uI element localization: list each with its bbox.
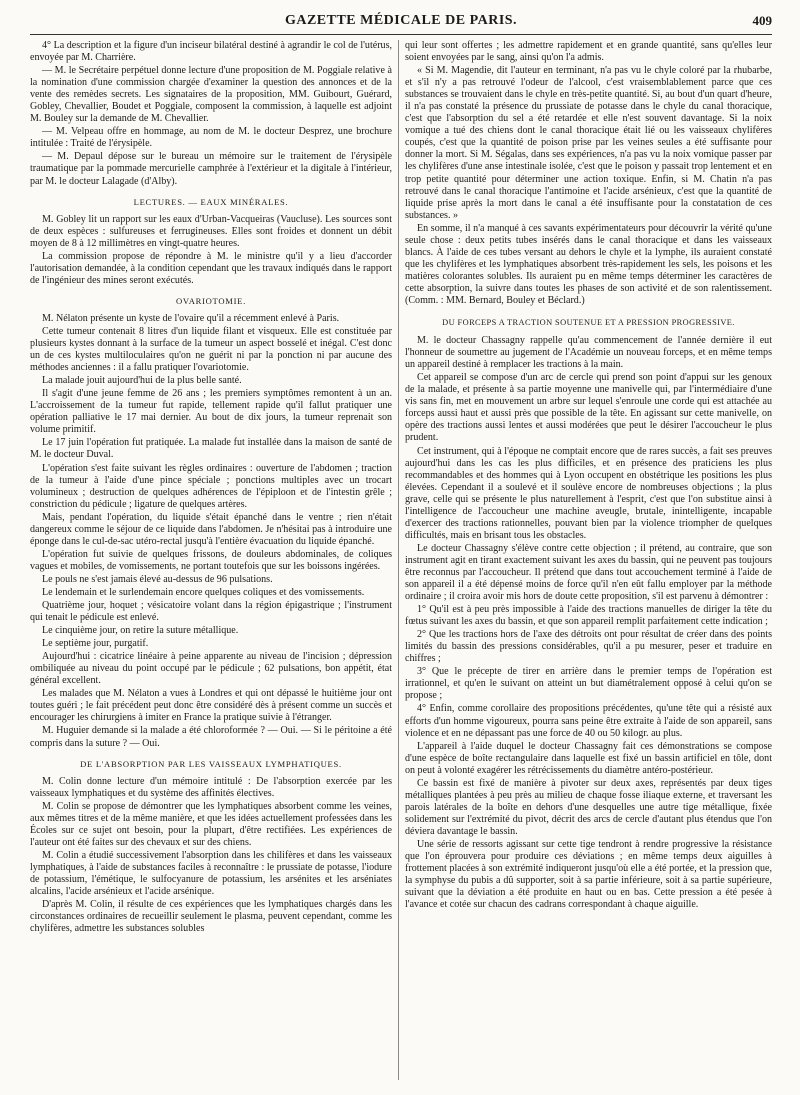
paragraph: — M. Velpeau offre en hommage, au nom de M. le docteur Desprez, une brochure intitulée : Traité de l'érysipèle. (30, 126, 392, 150)
paragraph: L'opération s'est faite suivant les règles ordinaires : ouverture de l'abdomen ; traction de la tumeur à l'aide d'une pince spéciale ; ponctions multiples avec un trocart volumineux ; destruction de quelques adhérences de l'épiploon et de l'intestin grêle ; constriction du pédicule ; ligature de quelques artères. (30, 462, 392, 510)
paragraph: M. Colin se propose de démontrer que les lymphatiques absorbent comme les veines, aux mêmes titres et de la même manière, et que les idées actuellement professées dans les Écoles sur ce sujet ont besoin, pour la plupart, d'être rectifiées. Les expériences de l'auteur ont été faites sur des chevaux et sur des chiens. (30, 800, 392, 848)
section-heading: DE L'ABSORPTION PAR LES VAISSEAUX LYMPHATIQUES. (80, 758, 342, 769)
paragraph: « Si M. Magendie, dit l'auteur en terminant, n'a pas vu le chyle coloré par la rhubarbe, et s'il n'y a pas retrouvé l'odeur de l'alcool, c'est vraisemblablement parce que ces substances se trouvaient dans le chyle en très-petite quantité. Si, au bout d'un quart d'heure, il n'a pas constaté la présence du prussiate de potasse dans le chyle du canal thoracique, c'est que l'absorption du sel a été retardée et elle n'est souvent davantage. Si la noix vomique a tué des chiens dont le canal thoracique était lié ou les vaisseaux chylifères coupés, c'est que la quantité de poison prise par les veines seules a été suffisante pour donner la mort. Si M. Ségalas, dans ses expériences, n'a pas vu la noix vomique passer par les chylifères d'une anse intestinale isolée, c'est que le poison y passait trop lentement et en trop petite quantité pour déterminer une action toxique. Enfin, si M. Chatin n'a pas retrouvé dans le canal thoracique l'antimoine et l'acide arsénieux, c'est que la quantité de liquide prise après la mort dans le canal a été insuffisante pour la constatation de ces substances. » (405, 65, 772, 221)
paragraph: Quatrième jour, hoquet ; vésicatoire volant dans la région épigastrique ; l'instrument qui tenait le pédicule est enlevé. (30, 600, 392, 624)
paragraph: Le 17 juin l'opération fut pratiquée. La malade fut installée dans la maison de santé de M. le docteur Duval. (30, 437, 392, 461)
paragraph: Il s'agit d'une jeune femme de 26 ans ; les premiers symptômes remontent à un an. L'accroissement de la tumeur fut rapide, tellement rapide qu'il fallut pratiquer une opération palliative le 17 mai dernier. Au bout de dix jours, la tumeur reprenait son volume primitif. (30, 388, 392, 436)
paragraph: Cet instrument, qui à l'époque ne comptait encore que de rares succès, a fait ses preuves aujourd'hui dans les cas les plus difficiles, et en présence des praticiens les plus recommandables et des hommes qui à Lyon occupent en obstétrique les positions les plus élevées. Cependant il a soulevé et il soulève encore de nombreuses objections ; la plus grave, celle qui se présente le plus naturellement à l'esprit, c'est que l'on substitue ainsi à l'intelligence de l'accoucheur une machine aveugle, brutale, inintelligente, incapable d'exercer des tractions rationnelles, pouvant bien par la violence triompher de quelques difficultés, mais en brisant tous les obstacles. (405, 445, 772, 541)
paragraph: Cet appareil se compose d'un arc de cercle qui prend son point d'appui sur les genoux de la malade, et présente à sa partie moyenne une manivelle qui, par l'intermédiaire d'une vis sans fin, met en mouvement un arbre sur lequel s'enroule une corde qui est attachée au forceps aussi haut et aussi près que possible de la tête. En agissant sur cette manivelle, on opère des tractions aussi lentes et aussi modérées que peut le désirer l'accoucheur le plus prudent. (405, 372, 772, 444)
section-heading: LECTURES. — EAUX MINÉRALES. (133, 196, 289, 207)
paragraph: 4° Enfin, comme corollaire des propositions précédentes, qu'une tête qui a résisté aux efforts d'un homme vigoureux, pourra sans peine être extraite à l'aide de son appareil, sans violence et en ne dépassant pas une force de 40 ou 50 kilogr. au plus. (405, 703, 772, 739)
paragraph: Le docteur Chassagny s'élève contre cette objection ; il prétend, au contraire, que son instrument agit en tirant exactement suivant les axes du bassin, qui ne peuvent pas toujours être reconnus par l'accoucheur. Il prétend que dans tout accouchement terminé à l'aide de son appareil il a été dépensé moins de force qu'il n'en eût fallu employer par la méthode ordinaire ; il croira avoir mis hors de doute cette proposition, s'il est parvenu à démontrer : (405, 542, 772, 603)
paragraph: En somme, il n'a manqué à ces savants expérimentateurs pour découvrir la vérité qu'une seule chose : deux petits tubes insérés dans le canal thoracique et dans les vaisseaux blancs. À l'aide de ces tubes versant au dehors le chyle et la lymphe, ils auraient constaté que les chylifères et les lymphatiques absorbent très-rapidement les sels, les poisons et les matières colorantes solubles. Ils auraient pu en même temps déterminer les caractères de cette absorption, la suivre dans toutes les phases de son activité et de son ralentissement. (Comm. : MM. Bernard, Bouley et Béclard.) (405, 222, 772, 306)
paragraph: L'opération fut suivie de quelques frissons, de douleurs abdominales, de coliques vagues et mobiles, de vomissements, ne portant toutefois que sur les boissons ingérées. (30, 548, 392, 572)
section-heading: OVARIOTOMIE. (176, 295, 246, 306)
paragraph: Une série de ressorts agissant sur cette tige tendront à rendre progressive la résistance que l'on éprouvera pour produire ces déviations ; en même temps deux aiguilles à frottement placées à son extrémité indiqueront jusqu'où elle a été portée, et la pression que, la symphyse du pubis a dû supporter, soit à sa partie inférieure, soit à sa partie supérieure, suivant que la déviation a été produite en haut ou en bas. Cette pression a été pesée à l'avance et cotée sur chacun des cadrans correspondant à chaque aiguille. (405, 839, 772, 911)
paragraph: 1° Qu'il est à peu près impossible à l'aide des tractions manuelles de diriger la tête du fœtus suivant les axes du bassin, et que son appareil remplit parfaitement cette indication ; (405, 604, 772, 628)
paragraph: D'après M. Colin, il résulte de ces expériences que les lymphatiques chargés dans les circonstances ordinaires de recueillir seulement le plasma, peuvent cependant, comme les chylifères, admettre les substances solubles (30, 899, 392, 935)
right-column (405, 40, 772, 1090)
paragraph: Aujourd'hui : cicatrice linéaire à peine apparente au niveau de l'incision ; dépression ombiliquée au niveau du point occupé par le pédicule ; 62 pulsations, bon appétit, état général excellent. (30, 651, 392, 687)
paragraph: La commission propose de répondre à M. le ministre qu'il y a lieu d'accorder l'autorisation demandée, à la condition cependant que les travaux indiqués dans le rapport de l'ingénieur des mines seront exécutés. (30, 250, 392, 286)
paragraph: Les malades que M. Nélaton a vues à Londres et qui ont dépassé le huitième jour ont toutes guéri ; le fait précédent peut donc être considéré dès à présent comme un succès et encourager les chirurgiens à imiter en France la pratique suivie à l'étranger. (30, 688, 392, 724)
paragraph: Mais, pendant l'opération, du liquide s'était épanché dans le ventre ; rien n'était dangereux comme le séjour de ce liquide dans l'abdomen. Je n'hésitai pas à introduire une éponge dans le cul-de-sac utéro-rectal jusqu'à l'entière évacuation du liquide épanché. (30, 511, 392, 547)
paragraph: — M. le Secrétaire perpétuel donne lecture d'une proposition de M. Poggiale relative à la nomination d'une commission chargée d'examiner la question des annonces et de la vente des remèdes secrets. Les signataires de la proposition, MM. Guibourt, Guérard, Gobley, Chevallier, Boudet et Poggiale, composent la commission, à laquelle est adjoint M. Bouley sur la demande de M. Chevallier. (30, 65, 392, 125)
paragraph: 2° Que les tractions hors de l'axe des détroits ont pour résultat de créer dans des points limités du bassin des pressions considérables, qu'il a pu mesurer, peser et traduire en chiffres ; (405, 629, 772, 665)
section-heading: DU FORCEPS A TRACTION SOUTENUE ET A PRESSION PROGRESSIVE. (442, 318, 735, 328)
paragraph: Le cinquième jour, on retire la suture métallique. (42, 625, 239, 637)
paragraph: — M. Depaul dépose sur le bureau un mémoire sur le traitement de l'érysipèle traumatique par la pommade mercurielle camphrée à l'extérieur et la digitale à l'intérieur, par M. le docteur Lalagade (d'Alby). (30, 151, 392, 187)
paragraph: 3° Que le précepte de tirer en arrière dans le premier temps de l'opération est irrationnel, et qu'en le suivant on atteint un but diamétralement opposé à celui qu'on se propose ; (405, 666, 772, 702)
paragraph: Le septième jour, purgatif. (42, 638, 149, 650)
paragraph: M. Gobley lit un rapport sur les eaux d'Urban-Vacqueiras (Vaucluse). Les sources sont de deux espèces : sulfureuses et ferrugineuses. Elles sont froides et donnent un débit moyen de 8 à 12 millimètres en vingt-quatre heures. (30, 213, 392, 249)
left-column (30, 40, 392, 1090)
paragraph: qui leur sont offertes ; les admettre rapidement et en grande quantité, sans qu'elles leur soient envoyées par le sang, ainsi qu'on l'a admis. (405, 40, 772, 64)
journal-title: GAZETTE MÉDICALE DE PARIS. (284, 13, 518, 28)
paragraph: M. le docteur Chassagny rappelle qu'au commencement de l'année dernière il eut l'honneur de soumettre au jugement de l'Académie un nouveau forceps, et en même temps un appareil destiné à remplacer les tractions à la main. (405, 335, 772, 371)
paragraph: M. Nélaton présente un kyste de l'ovaire qu'il a récemment enlevé à Paris. (42, 312, 340, 324)
page-number: 409 (752, 13, 772, 28)
paragraph: M. Colin a étudié successivement l'absorption dans les chilifères et dans les vaisseaux lymphatiques, à l'aide de substances faciles à reconnaître : le prussiate de potasse, l'iodure de potassium, l'émétique, le sulfocyanure de potassium, les arsénites et les arséniates alcalins, l'acide arsénieux et l'acide arsénique. (30, 849, 392, 898)
running-header (30, 10, 772, 35)
paragraph: M. Colin donne lecture d'un mémoire intitulé : De l'absorption exercée par les vaisseaux lymphatiques et du système des affinités électives. (30, 775, 392, 799)
paragraph: Le pouls ne s'est jamais élevé au-dessus de 96 pulsations. (42, 573, 273, 585)
paragraph: La malade jouit aujourd'hui de la plus belle santé. (42, 375, 242, 387)
paragraph: L'appareil à l'aide duquel le docteur Chassagny fait ces démonstrations se compose d'une espèce de boîte rectangulaire dans laquelle est fixé un bassin artificiel en tôle, dont on peut à volonté exagérer les rétrécissements du diamètre antéro-postérieur. (405, 740, 772, 776)
column-divider (398, 40, 399, 1080)
paragraph: Cette tumeur contenait 8 litres d'un liquide filant et visqueux. Elle est constituée par plusieurs kystes donnant à la surface de la tumeur un aspect bosselé et inégal. C'est donc un de ces kystes multiloculaires qu'on ne guérit ni par la ponction ni par aucune des méthodes anciennes : il a fallu pratiquer l'ovariotomie. (30, 325, 392, 374)
paragraph: M. Huguier demande si la malade a été chloroformée ? — Oui. — Si le péritoine a été compris dans la suture ? — Oui. (30, 725, 392, 749)
paragraph: 4° La description et la figure d'un inciseur bilatéral destiné à agrandir le col de l'utérus, envoyée par M. Charrière. (30, 40, 392, 64)
paragraph: Ce bassin est fixé de manière à pivoter sur deux axes, représentés par deux tiges métalliques plantées à peu près au milieu de chaque fosse iliaque externe, et traversant les parois latérales de la boîte en dehors d'une desquelles une autre tige métallique, fixée solidement sur l'extrémité du pivot, décrit des arcs de cercle d'autant plus étendus que l'on déviera davantage le bassin. (405, 777, 772, 837)
paragraph: Le lendemain et le surlendemain encore quelques coliques et des vomissements. (42, 586, 365, 598)
